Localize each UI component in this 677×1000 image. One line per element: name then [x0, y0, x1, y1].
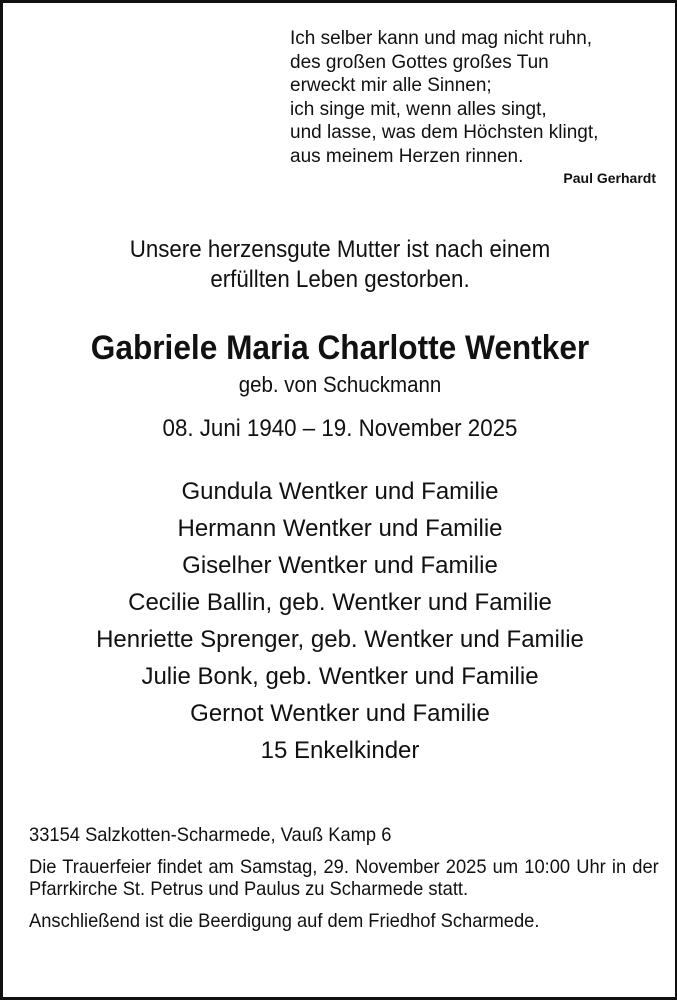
life-dates: 08. Juni 1940 – 19. November 2025	[162, 415, 518, 442]
poem-line: Ich selber kann und mag nicht ruhn,	[290, 28, 593, 49]
mourner-item: Cecilie Ballin, geb. Wentker und Familie	[128, 589, 552, 616]
poem-block	[290, 27, 660, 187]
burial-info: Anschließend ist die Beerdigung auf dem Friedhof Scharmede.	[29, 910, 540, 932]
service-info: Die Trauerfeier findet am Samstag, 29. November 2025 um 10:00 Uhr in der Pfarrkirche St. Petrus und Paulus zu Scharmede statt.	[29, 856, 659, 900]
mourner-item: Gernot Wentker und Familie	[190, 700, 490, 727]
deceased-name: Gabriele Maria Charlotte Wentker	[90, 329, 590, 367]
maiden-name: geb. von Schuckmann	[238, 372, 442, 397]
mourners-list	[3, 473, 677, 769]
mourner-item: Julie Bonk, geb. Wentker und Familie	[141, 663, 539, 690]
mourner-item: Gundula Wentker und Familie	[181, 478, 499, 505]
footer-info	[29, 824, 659, 942]
mourner-item: Henriette Sprenger, geb. Wentker und Familie	[96, 626, 584, 653]
service-wrapper	[29, 856, 659, 900]
poem-line: ich singe mit, wenn alles singt,	[290, 98, 547, 120]
poem-line: erweckt mir alle Sinnen;	[290, 75, 492, 96]
address: 33154 Salzkotten-Scharmede, Vauß Kamp 6	[29, 824, 392, 846]
intro-line-1: Unsere herzensgute Mutter ist nach einem	[129, 236, 551, 263]
poem-author: Paul Gerhardt	[563, 170, 656, 186]
intro-text	[27, 235, 654, 295]
intro-line-2: erfüllten Leben gestorben.	[210, 266, 470, 293]
mourner-item: Hermann Wentker und Familie	[177, 515, 503, 542]
poem-line: des großen Gottes großes Tun	[290, 51, 549, 73]
mourner-item: 15 Enkelkinder	[260, 737, 420, 764]
poem-line: aus meinem Herzen rinnen.	[290, 145, 524, 167]
poem-line: und lasse, was dem Höchsten klingt,	[290, 122, 599, 143]
mourner-item: Giselher Wentker und Familie	[182, 552, 498, 579]
